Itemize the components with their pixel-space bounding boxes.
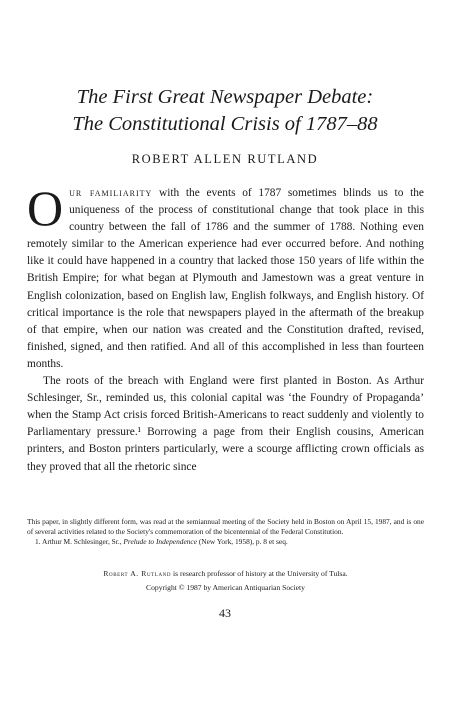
- page-number: 43: [219, 606, 231, 620]
- paragraph-2: The roots of the breach with England were first planted in Boston. As Arthur Schlesinger, Sr., reminded us, this colonial capital was ‘the Foundry of Propaganda’ when the Stamp Act crisis forced British-Americans to react suddenly and violently to Parliamentary pressure.¹ Borrowing a page from their English cousins, American printers, and Boston printers particularly, were a scourge afflicting crown officials as they proved that all the rhetoric since: [27, 375, 424, 473]
- opening-small-caps: ur familiarity: [69, 187, 153, 199]
- footnote-1-pre: 1. Arthur M. Schlesinger, Sr.,: [35, 537, 124, 546]
- article-title-line-1: The First Great Newspaper Debate:: [76, 86, 374, 108]
- unnumbered-note: This paper, in slightly different form, was read at the semiannual meeting of the Society held in Boston on April 15, 1987, and is one of several activities related to the Society's commemoration of the bicentennial of the Federal Constitution.: [27, 517, 424, 536]
- footnotes: [27, 517, 424, 547]
- article-body: [27, 180, 424, 476]
- author-bio-name: Robert A. Rutland: [103, 569, 172, 578]
- paragraph-1-text: with the events of 1787 sometimes blinds us to the uniqueness of the process of constitutional change that took place in this country between the fall of 1786 and the summer of 1788. Nothing even remotely similar to the American experience had ever occurred before. And nothing like it could have happened in a country that lacked those 150 years of life within the British Empire; for what began at Plymouth and Jamestown was a great venture in English colonization, based on English law, English folkways, and English history. Of critical importance is the role that newspapers played in the aftermath of the breakup of that empire, when our nation was created and the Constitution drafted, revised, finished, signed, and then ratified. And all of this accomplished in less than fourteen months.: [27, 187, 424, 370]
- author-bio-line: [27, 567, 424, 581]
- article-title-line-2: The Constitutional Crisis of 1787–88: [72, 113, 378, 135]
- article-author: ROBERT ALLEN RUTLAND: [131, 152, 319, 166]
- footnote-1: [27, 537, 424, 547]
- copyright-line: Copyright © 1987 by American Antiquarian Society: [146, 583, 305, 592]
- drop-cap: O: [27, 180, 64, 236]
- article-title: [0, 84, 450, 138]
- paragraph-1: [27, 180, 424, 373]
- footnote-1-title: Prelude to Independence: [123, 537, 197, 546]
- author-bio-rest: is research professor of history at the University of Tulsa.: [171, 569, 348, 578]
- footnote-1-post: (New York, 1958), p. 8 et seq.: [197, 537, 288, 546]
- author-bio: [27, 567, 424, 595]
